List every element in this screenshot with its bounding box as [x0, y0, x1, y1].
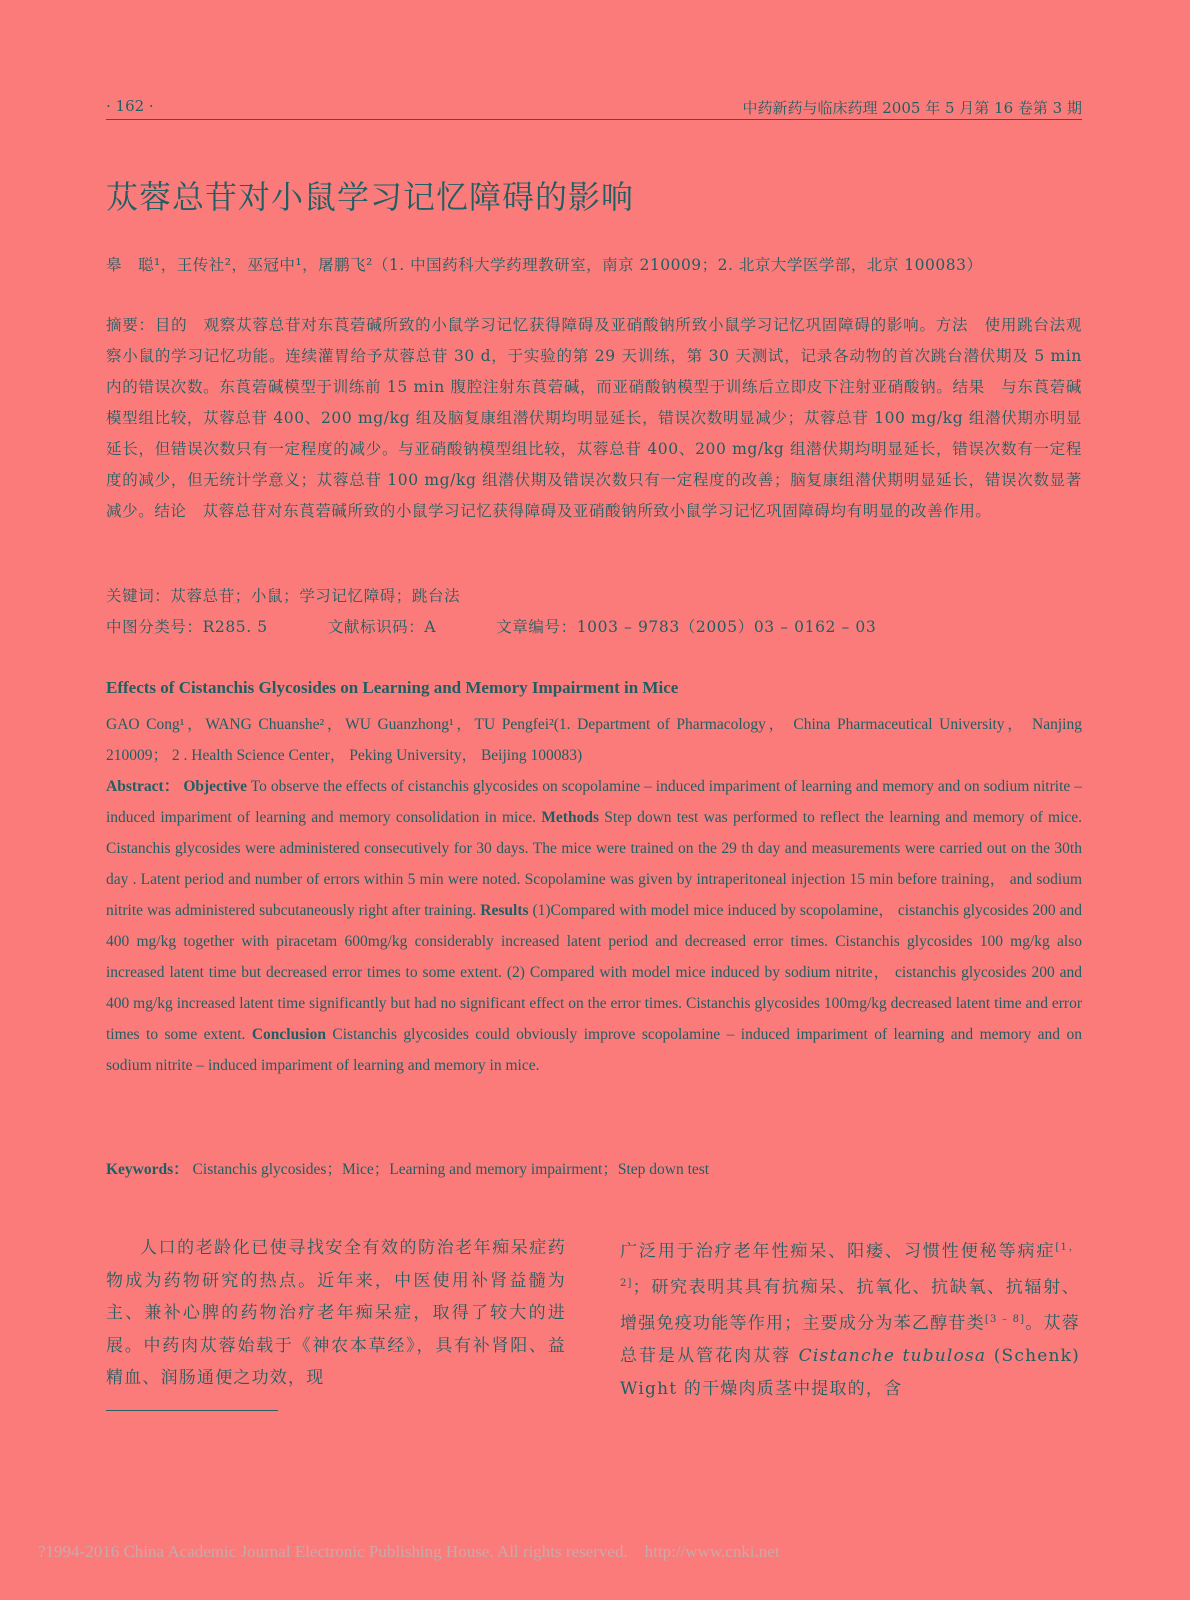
abstract-cn-objective: 观察苁蓉总苷对东莨菪碱所致的小鼠学习记忆获得障碍及亚硝酸钠所致小鼠学习记忆巩固障碍的影响。 [203, 316, 936, 334]
footnote-divider [106, 1410, 278, 1411]
abstract-en-conclusion: Cistanchis glycosides could obviously improve scopolamine – induced impariment of learning and memory and on sodium nitrite – induced impariment of learning and memory in mice. [106, 1026, 1082, 1074]
page-number: · 162 · [106, 97, 154, 115]
abstract-en-methods-label: Methods [541, 809, 599, 826]
body-right-text-1: 广泛用于治疗老年性痴呆、阳痿、习惯性便秘等病症 [620, 1241, 1056, 1262]
body-right-text-3: 。苁蓉总苷是从管花肉苁蓉 [620, 1313, 1080, 1367]
abstract-cn-methods: 使用跳台法观察小鼠的学习记忆功能。连续灌胃给予苁蓉总苷 30 d，于实验的第 29 天训练，第 30 天测试，记录各动物的首次跳台潜伏期及 5 min 内的错误次数。东莨菪碱模型于训练前 15 min 腹腔注射东莨菪碱，而亚硝酸钠模型于训练后立即皮下注射亚硝酸钠。 [106, 316, 1083, 396]
body-column-left: 人口的老龄化已使寻找安全有效的防治老年痴呆症药物成为药物研究的热点。近年来，中医使用补肾益髓为主、兼补心脾的药物治疗老年痴呆症，取得了较大的进展。中药肉苁蓉始载于《神农本草经》，具有补肾阳、益精血、润肠通便之功效，现 [106, 1238, 566, 1388]
article-title-cn: 苁蓉总苷对小鼠学习记忆障碍的影响 [106, 178, 635, 216]
abstract-en-objective: To observe the effects of cistanchis glycosides on scopolamine – induced impariment of learning and memory and on sodium nitrite – induced impariment of learning and memory consolidation in mice. [106, 778, 1082, 826]
abstract-en-methods: Step down test was performed to reflect the learning and memory of mice. Cistanchis glycosides were administered consecutively for 30 days. The mice were trained on the 29 th day and measurements were carried out on the 30th day . Latent period and number of errors within 5 min were noted. Scopolamine was given by intraperitoneal injection 15 min before training， and sodium nitrite was administered subcutaneously right after training. [106, 809, 1083, 919]
abstract-en-results-label: Results [480, 902, 529, 919]
classification-cn [106, 615, 1082, 637]
abstract-en-objective-label: Objective [183, 778, 248, 795]
body-right-text-2: ；研究表明其具有抗痴呆、抗氧化、抗缺氧、抗辐射、增强免疫功能等作用；主要成分为苯乙醇苷类 [620, 1277, 1080, 1334]
abstract-cn-conclusion-label: 结论 [154, 502, 187, 520]
abstract-cn-methods-label: 方法 [935, 316, 969, 334]
body-right-text-4: (Schenk) Wight 的干燥肉质茎中提取的，含 [620, 1346, 1080, 1399]
abstract-en-label: Abstract： [106, 778, 180, 795]
citation-ref: [3 – 8] [984, 1314, 1026, 1326]
journal-info: 中药新药与临床药理 2005 年 5 月第 16 卷第 3 期 [742, 99, 1082, 117]
keywords-cn: 关键词：苁蓉总苷；小鼠；学习记忆障碍；跳台法 [106, 587, 461, 605]
abstract-cn-results-label: 结果 [952, 378, 985, 396]
copyright-footer: ?1994-2016 China Academic Journal Electronic Publishing House. All rights reserved. http://www.cnki.net [38, 1542, 780, 1561]
document-code: 文献标识码：A [327, 618, 437, 636]
keywords-en [106, 1157, 1082, 1179]
page-header [106, 95, 1082, 120]
authors-cn: 皋 聪¹，王传社²，巫冠中¹，屠鹏飞²（1. 中国药科大学药理教研室，南京 210009；2. 北京大学医学部，北京 100083） [106, 256, 983, 274]
keywords-en-text: Cistanchis glycosides；Mice；Learning and memory impairment；Step down test [192, 1161, 710, 1178]
abstract-en-conclusion-label: Conclusion [251, 1026, 326, 1043]
clc-number: 中图分类号：R285. 5 [106, 618, 268, 636]
article-title-en: Effects of Cistanchis Glycosides on Learning and Memory Impairment in Mice [106, 678, 679, 697]
abstract-cn-objective-label: 目的 [154, 316, 188, 334]
abstract-en [106, 771, 1082, 1081]
citation-ref: [1，2] [620, 1242, 1080, 1290]
abstract-en-results: (1)Compared with model mice induced by scopolamine， cistanchis glycosides 200 and 400 mg/kg together with piracetam 600mg/kg considerably increased latent period and decreased error times. Cistanchis glycosides 100 mg/kg also increased latent time but decreased error times to some extent. (2) Compared with model mice induced by sodium nitrite， cistanchis glycosides 200 and 400 mg/kg increased latent time significantly but had no significant effect on the error times. Cistanchis glycosides 100mg/kg decreased latent time and error times to some extent. [106, 902, 1083, 1043]
keywords-en-label: Keywords： [106, 1161, 189, 1178]
abstract-cn [106, 310, 1082, 527]
body-column-right [620, 1232, 1080, 1405]
abstract-cn-results: 与东莨菪碱模型组比较，苁蓉总苷 400、200 mg/kg 组及脑复康组潜伏期均明显延长，错误次数明显减少；苁蓉总苷 100 mg/kg 组潜伏期亦明显延长，但错误次数只有一定程度的减少。与亚硝酸钠模型组比较，苁蓉总苷 400、200 mg/kg 组潜伏期均明显延长，错误次数有一定程度的减少，但无统计学意义；苁蓉总苷 100 mg/kg 组潜伏期及错误次数只有一定程度的改善；脑复康组潜伏期明显延长，错误次数显著减少。 [106, 378, 1082, 520]
abstract-cn-conclusion: 苁蓉总苷对东莨菪碱所致的小鼠学习记忆获得障碍及亚硝酸钠所致小鼠学习记忆巩固障碍均有明显的改善作用。 [202, 502, 992, 520]
authors-en: GAO Cong¹，WANG Chuanshe²，WU Guanzhong¹，TU Pengfei²(1. Department of Pharmacology， China Pharmaceutical University， Nanjing 210009； 2 . Health Science Center， Peking University， Beijing 100083) [106, 716, 1082, 764]
article-number: 文章编号：1003 – 9783（2005）03 – 0162 – 03 [496, 618, 877, 636]
latin-species-name: Cistanche tubulosa [798, 1346, 987, 1367]
abstract-cn-label: 摘要： [106, 316, 155, 334]
